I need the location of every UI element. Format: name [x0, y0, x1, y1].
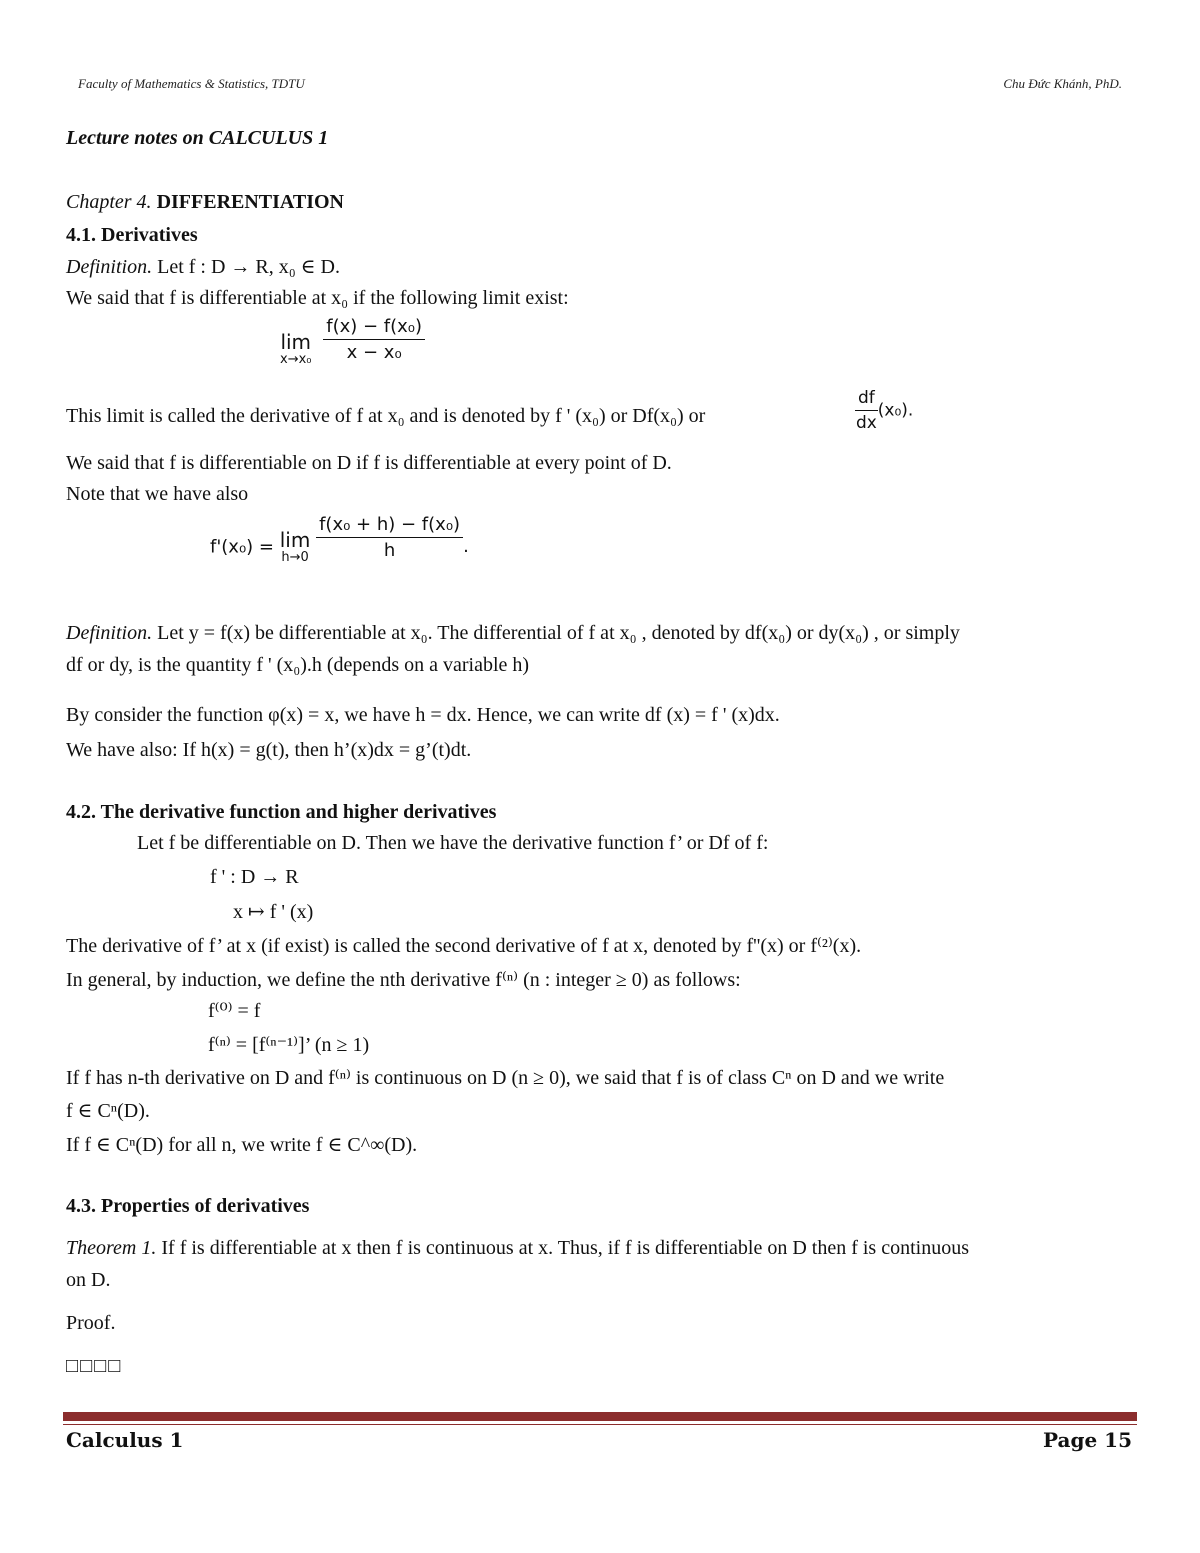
lim-word: lim [279, 528, 311, 552]
math-line: x ↦ f ' (x) [233, 901, 314, 923]
chapter-label: Chapter 4. [66, 191, 152, 213]
math-line: f ' : D → R [210, 866, 299, 888]
fraction-denominator: x − x₀ [346, 342, 402, 363]
fraction-denominator: h [383, 540, 396, 561]
footer-left: Calculus 1 [66, 1428, 184, 1452]
document-title: Lecture notes on CALCULUS 1 [66, 127, 329, 149]
fraction-numerator: f(x₀ + h) − f(x₀) [316, 514, 463, 538]
paragraph-line: We said that f is differentiable on D if f is differentiable at every point of D. [66, 452, 672, 474]
definition-label: Definition. [66, 256, 153, 278]
theorem-label: Theorem 1. [66, 1237, 157, 1259]
paragraph-line: We said that f is differentiable at x₀ if the following limit exist: [66, 287, 569, 309]
definition-2-line2: df or dy, is the quantity f ' (x₀).h (depends on a variable h) [66, 654, 530, 676]
chapter-title: DIFFERENTIATION [156, 191, 344, 213]
formula-end: . [463, 536, 469, 557]
df-dx-notation [855, 388, 913, 433]
paragraph-line: By consider the function φ(x) = x, we have h = dx. Hence, we can write df (x) = f ' (x)dx. [66, 704, 780, 726]
proof-label: Proof. [66, 1312, 116, 1334]
definition-2-line1 [66, 621, 960, 645]
math-line: f⁽⁰⁾ = f [208, 1000, 261, 1022]
definition-1-line [66, 255, 340, 279]
header-right: Chu Đức Khánh, PhD. [1003, 76, 1122, 91]
dx-denominator: dx [855, 413, 877, 433]
math-line: f⁽ⁿ⁾ = [f⁽ⁿ⁻¹⁾]’ (n ≥ 1) [208, 1034, 370, 1056]
header-left: Faculty of Mathematics & Statistics, TDTU [78, 76, 305, 91]
derivative-notation-line: This limit is called the derivative of f at x₀ and is denoted by f ' (x₀) or Df(x₀) or [66, 405, 706, 427]
section-heading-4-2: 4.2. The derivative function and higher derivatives [66, 801, 497, 823]
theorem-1-line2: on D. [66, 1269, 111, 1291]
footer-rule-thin [63, 1424, 1137, 1425]
lim-subscript: x→x₀ [280, 352, 312, 367]
paragraph-line: We have also: If h(x) = g(t), then h’(x)dx = g’(t)dt. [66, 739, 472, 761]
definition-text: Let f : D → R, x₀ ∈ D. [157, 256, 340, 278]
limit-formula [280, 316, 425, 367]
page-number: Page 15 [1043, 1428, 1132, 1452]
df-numerator: df [855, 388, 878, 411]
derivative-h-formula [210, 514, 469, 565]
chapter-heading [66, 190, 344, 214]
section-heading-4-1: 4.1. Derivatives [66, 224, 198, 246]
paragraph-line: Let f be differentiable on D. Then we have the derivative function f’ or Df of f: [137, 832, 769, 854]
paragraph-line: f ∈ Cⁿ(D). [66, 1100, 150, 1122]
definition-label: Definition. [66, 622, 153, 644]
paragraph-line: If f ∈ Cⁿ(D) for all n, we write f ∈ C^∞(D). [66, 1134, 418, 1156]
paragraph-line: If f has n-th derivative on D and f⁽ⁿ⁾ is continuous on D (n ≥ 0), we said that f is of class Cⁿ on D and we write [66, 1067, 945, 1089]
section-heading-4-3: 4.3. Properties of derivatives [66, 1195, 310, 1217]
paragraph-line: In general, by induction, we define the nth derivative f⁽ⁿ⁾ (n : integer ≥ 0) as follows: [66, 969, 741, 991]
theorem-1-line1 [66, 1236, 969, 1260]
lim-subscript: h→0 [281, 550, 309, 565]
paragraph-line: The derivative of f’ at x (if exist) is called the second derivative of f at x, denoted by f''(x) or f⁽²⁾(x). [66, 935, 862, 957]
formula-lhs: f'(x₀) = [210, 536, 275, 558]
definition-text: Let y = f(x) be differentiable at x₀. The differential of f at x₀ , denoted by df(x₀) or dy(x₀) , or simply [157, 622, 960, 644]
paragraph-line: Note that we have also [66, 483, 249, 505]
placeholder-boxes: □□□□ [66, 1355, 123, 1377]
fraction-numerator: f(x) − f(x₀) [323, 316, 425, 340]
lim-word: lim [280, 330, 312, 354]
footer-rule [63, 1412, 1137, 1421]
df-dx-argument: (x₀). [877, 400, 914, 421]
theorem-text: If f is differentiable at x then f is continuous at x. Thus, if f is differentiable on D then f is continuous [161, 1237, 969, 1259]
